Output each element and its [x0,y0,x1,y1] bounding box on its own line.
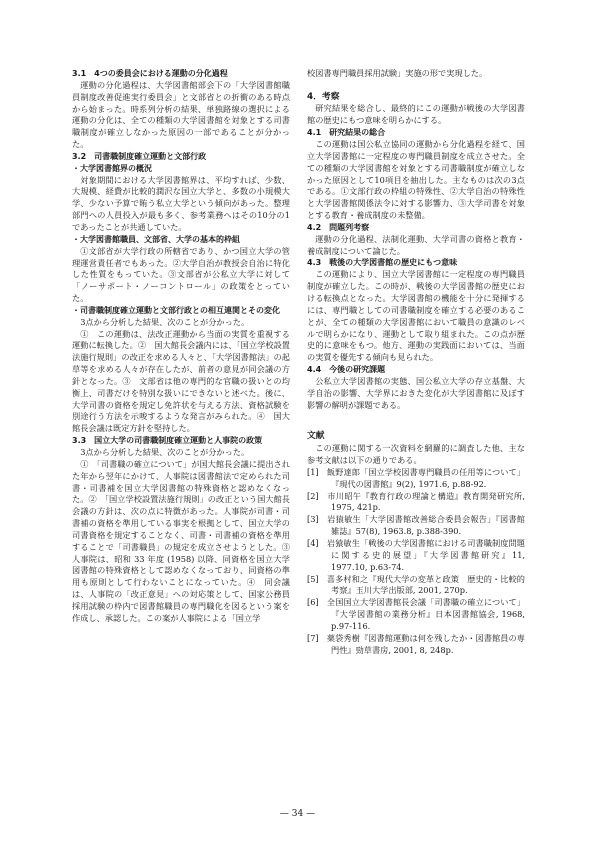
reference-item: [2] 市川昭午『教育行政の理論と構造』教育開発研究所, 1975, 421p. [307,490,525,513]
reference-item: [1] 飯野達郎「国立学校図書専門職員の任用等について」『現代の図書館』9(2), 1971.6, p.88-92. [307,466,525,489]
reference-item: [7] 薬袋秀樹『図書館運動は何を残したか・図書館員の専門性』勁草書房, 2001, 8, 248p. [307,632,525,655]
section-4-4-heading: 4.4 今後の研究課題 [307,365,386,375]
section-4-body: 研究結果を総合し、最終的にこの運動が戦後の大学図書館の歴史にもつ意味を明らかにする。 [307,103,525,126]
bullet-body-overview: 対象期間における大学図書館界は、平均すれば、少数、大規模、経費が比較的潤沢な国立大学と、多数の小規模大学、少ない予算で賄う私立大学という傾向があった。整理部門への人員投入が最も多く、参考業務へはその10分の1であったことが共通していた。 [72,174,290,232]
references-intro: この運動に関する一次資料を網羅的に調査した他、主な参考文献は以下の通りである。 [307,443,525,466]
right-column [307,68,525,656]
reference-item: [3] 岩猿敏生「大学図書館改善総合委員会報告」『図書館雑誌』57(8), 1963.8, p.388-390. [307,514,525,537]
continued-text: 校図書専門職員採用試験」実施の形で実現した。 [307,68,488,78]
section-3-3-body: ① 「司書職の確立について」が国大館長会議に提出された年から翌年にかけて、人事院は図書館法で定められた司書・司書補を国立大学図書館の特殊資格と認めなくなった。② 「国立学校設置法施行規則」の改正という国大館長会議の方針は、次の点に特徴があった。人事院が司書・司書補の資格を準用している事実を根拠として、国立大学の司書資格を規定することなく、司書・司書補の資格を準用することで「司書職員」の規定を成立させようとした。③ 人事院は、昭和 33 年度 (1958) 以降、同資格を国立大学図書館の特殊資格として認めなくなっており、同資格の準用も原則として行わないことになっていた。④ 同会議は、人事院の「改正意見」への対応策として、国家公務員採用試験の枠内で図書館職員の専門職化を図るという案を作成し、承認した。この案が人事院による「国立学 [72,458,299,623]
section-4-3-heading: 4.3 戦後の大学図書館の歴史にもつ意味 [307,258,458,268]
bullet-heading-framework: ・大学図書館職員、文部省、大学の基本的枠組 [72,234,240,244]
section-4-heading: 4．考察 [307,91,340,102]
reference-item: [5] 喜多村和之『現代大学の変革と政策 歴史的・比較的考察』玉川大学出版部, 2001, 270p. [307,573,525,596]
section-3-1-heading: 3.1 4つの委員会における運動の分化過程 [72,69,228,78]
section-4-1-body: この運動は国公私立協同の運動から分化過程を経て、国立大学図書館に一定程度の専門職員制度を成立させた。全ての種類の大学図書館を対象とする司書職制度が確立しなかった原因として10項目を抽出した。主なものは次の3点である。①文部行政の枠組の特殊性、②大学自治の特殊性と大学図書館関係法令に対する影響力、③大学司書を対象とする教育・養成制度の未整備。 [307,139,525,221]
page-number: — 34 — [279,809,316,819]
bullet-body-interaction: ① この運動は、法改正運動から当面の実質を重視する運動に転換した。② 国大館長会議内には、「国立学校設置法施行規則」の改正を求める人々と、「大学図書館法」の起草等を求める人々が存在したが、前者の意見が同会議の方針となった。③ 文部省は他の専門的な官職の扱いとの均衡上、司書だけを特別な扱いにできないと述べた。後に、大学司書の資格を規定し免許状を与える方法、資格試験を別途行う方法を示唆するような発言がみられた。④ 国大館長会議は既定方針を堅持した。 [72,328,290,434]
bullet-body-interaction-intro: 3点から分析した結果、次のことが分かった。 [80,316,250,327]
section-3-1-body: 運動の分化過程は、大学図書館部会下の「大学図書館職員制度改善促進実行委員会」と文部省との折衝のある時点から始まった。時系列分析の結果、単独路線の選択による運動の分化は、全ての種類の大学図書館を対象とする司書職制度が確立しなかった原因の一部であることが分かった。 [72,79,290,150]
bullet-heading-interaction: ・司書職制度確立運動と文部行政との相互連関とその変化 [72,305,280,315]
section-4-3-body: この運動により、国立大学図書館に一定程度の専門職員制度が確立した。この時が、戦後の大学図書館の歴史における転換点となった。大学図書館の機能を十分に発揮するには、専門職としての司書職制度を確立する必要のあることが、全ての種類の大学図書館において職員の意識のレベルで明らかになり、運動として取り組まれた。この点が歴史的に意味をもつ。他方、運動の実践面においては、当面の実質を優先する傾向も見られた。 [307,269,525,363]
bullet-body-framework: ①文部省が大学行政の所轄省であり、かつ国立大学の管理運営責任者でもあった。②大学自治が教授会自治に特化した性質をもっていた。③文部省が公私立大学に対して「ノーサポート・ノーコントロール」の政策をとっていた。 [72,245,290,304]
section-4-4-body: 公私立大学図書館の実態、国公私立大学の存立基盤、大学自治の影響、大学界におきた変化が大学図書館に及ぼす影響の解明が課題である。 [307,375,525,410]
reference-item: [4] 岩猿敏生「戦後の大学図書館における司書職制度問題に関する史的展望」『大学図書館研究』11, 1977.10, p.63-74. [307,538,525,572]
bullet-heading-overview: ・大学図書館界の概況 [72,163,152,173]
section-4-2-heading: 4.2 問題列考察 [307,222,370,232]
references-heading: 文献 [307,431,325,442]
left-column [72,68,299,625]
section-3-2-heading: 3.2 司書職制度確立運動と文部行政 [72,151,207,161]
section-4-1-heading: 4.1 研究結果の総合 [307,128,386,138]
section-3-3-heading: 3.3 国立大学の司書職制度確立運動と人事院の政策 [72,436,263,446]
reference-item: [6] 全国国立大学図書館長会議「司書職の確立について」『大学図書館の業務分析』日本図書館協会, 1968, p.97-116. [307,597,525,631]
section-3-3-intro: 3点から分析した結果、次のことが分かった。 [80,447,250,457]
section-4-2-body: 運動の分化過程、法制化運動、大学司書の資格と教育・養成制度について論じた。 [307,233,525,256]
